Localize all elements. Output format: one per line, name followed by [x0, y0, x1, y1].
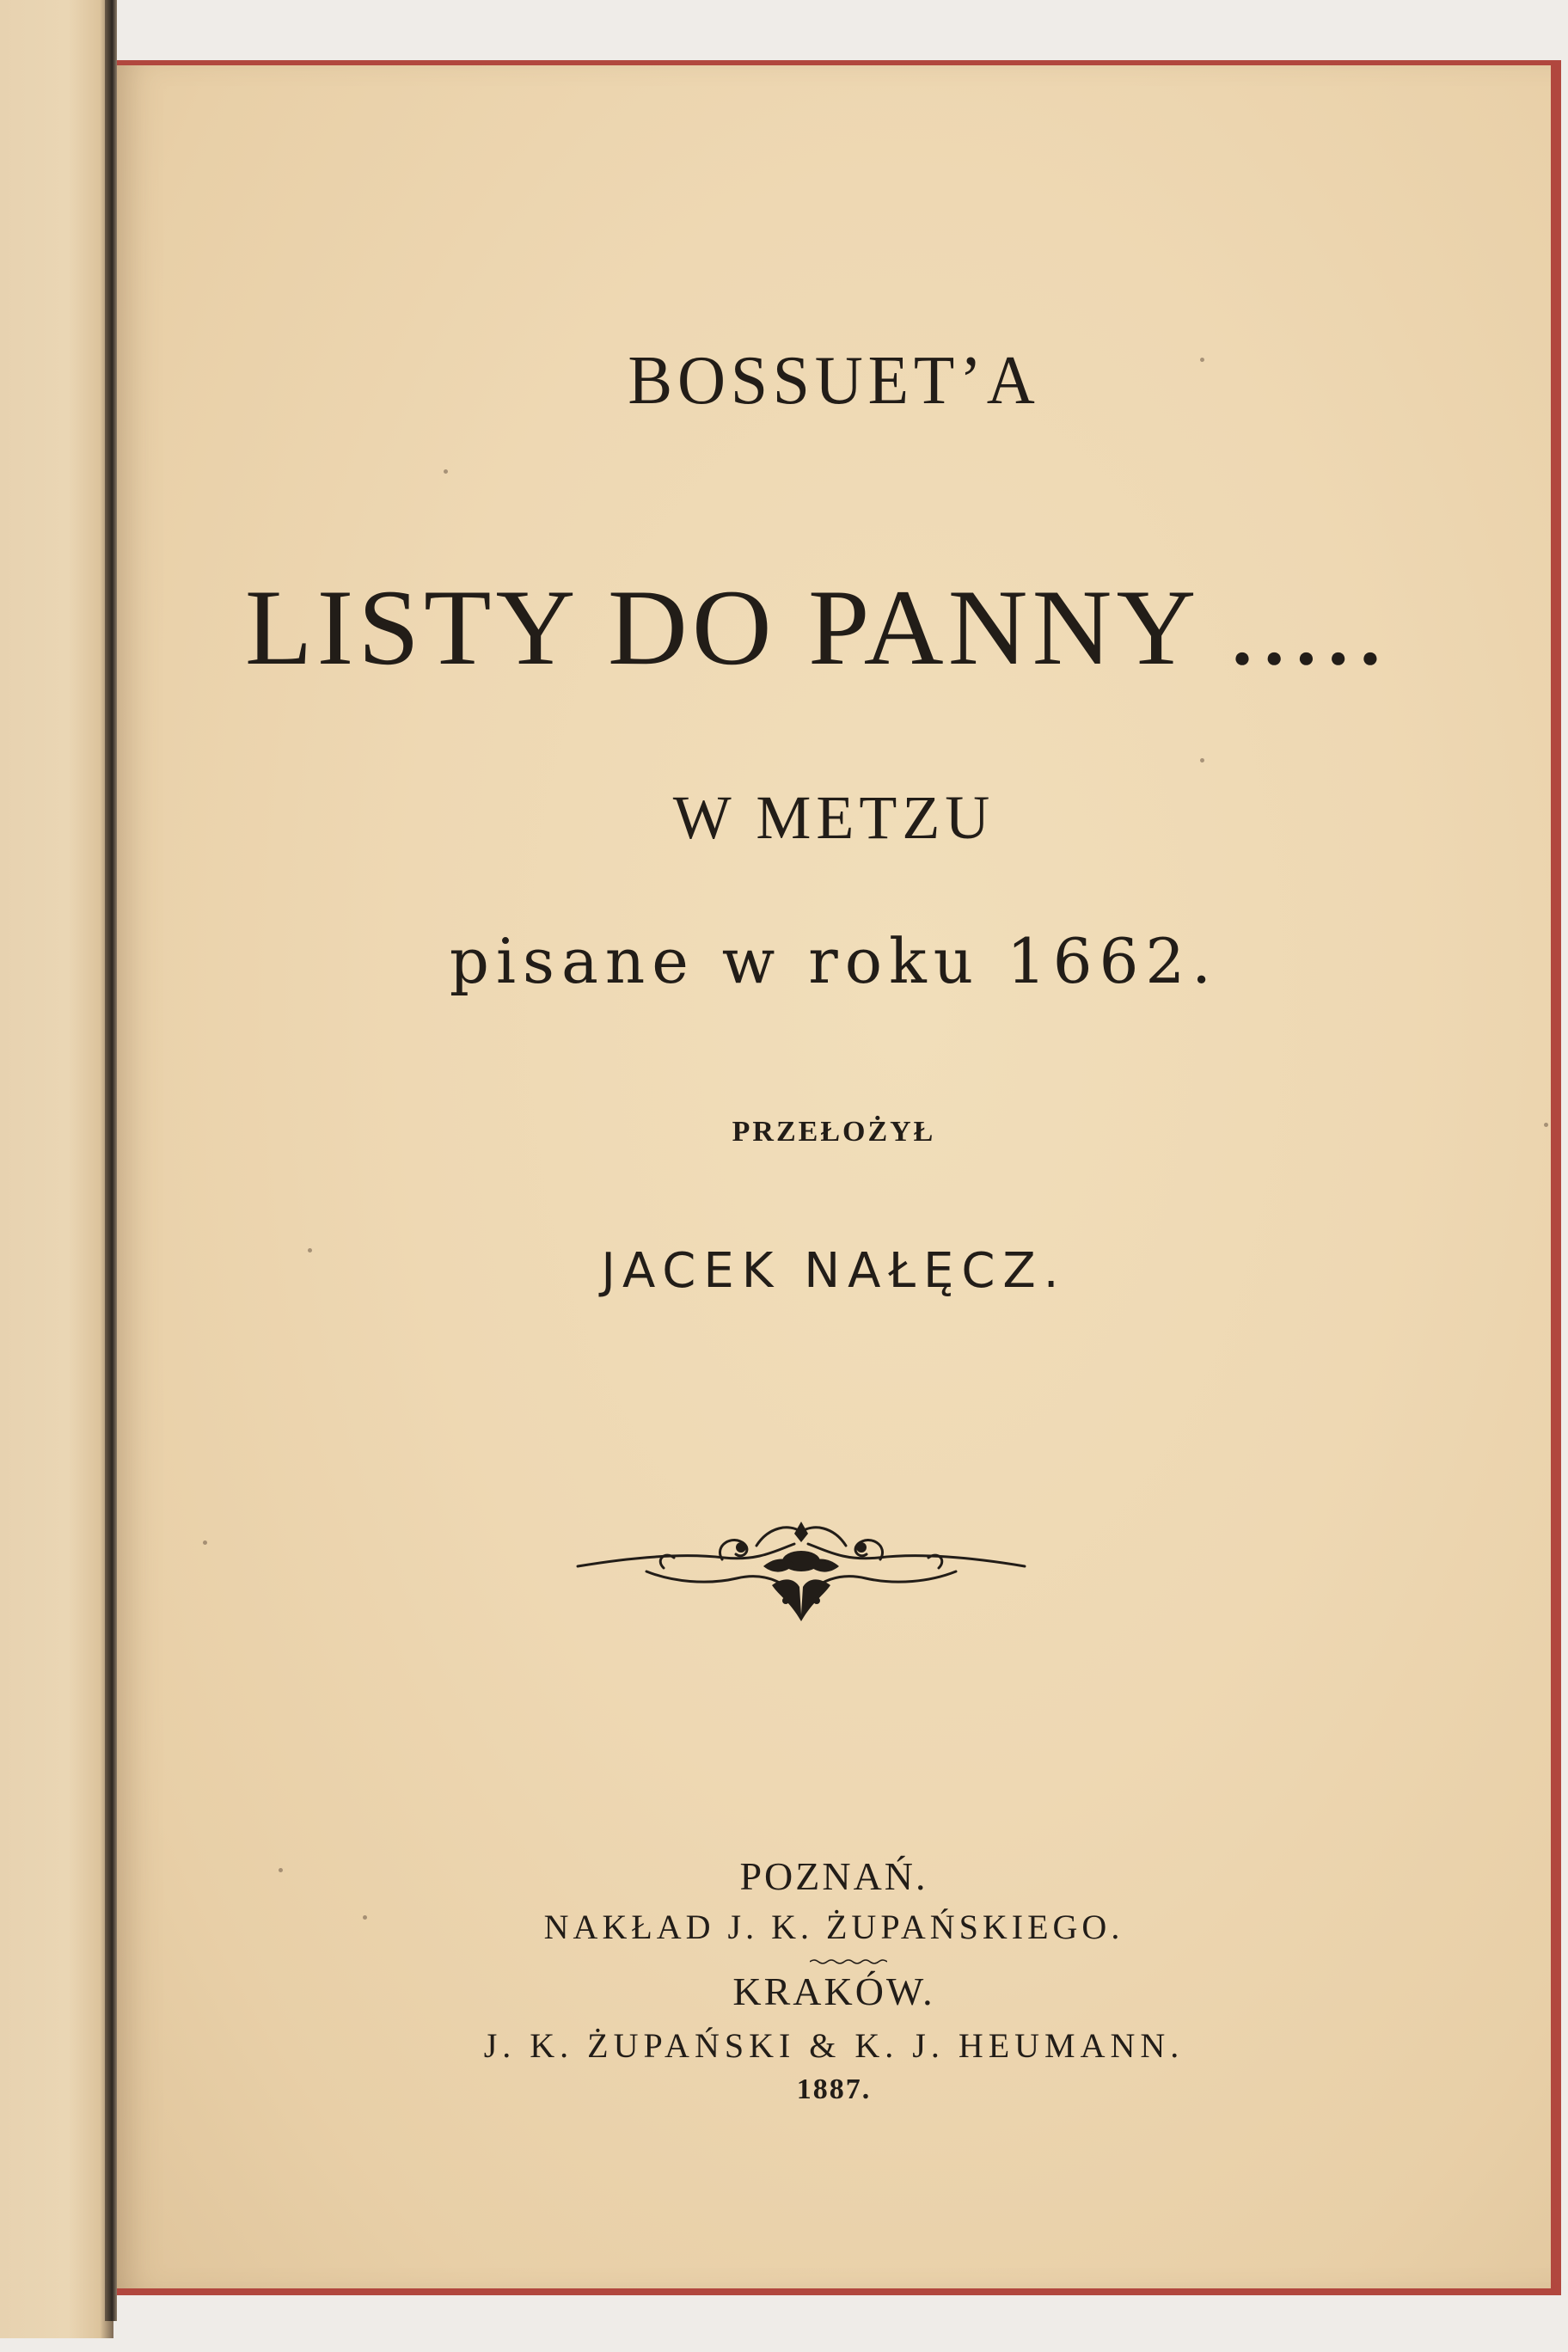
- translated-by-label: PRZEŁOŻYŁ: [732, 1116, 936, 1148]
- imprint-publisher-2: J. K. ŻUPAŃSKI & K. J. HEUMANN.: [483, 2026, 1185, 2065]
- author-heading: BOSSUET’A: [628, 343, 1040, 419]
- translator-name: JACEK NAŁĘCZ.: [601, 1243, 1067, 1299]
- floral-scroll-ornament-icon: [569, 1518, 1033, 1630]
- imprint-city-krakow: KRAKÓW.: [732, 1969, 935, 2013]
- wavy-rule-icon: [810, 1958, 887, 1965]
- book-title: LISTY DO PANNY .....: [244, 568, 1389, 688]
- imprint-year: 1887.: [796, 2073, 872, 2105]
- foxing-spot: [203, 1540, 207, 1545]
- left-endpaper: [0, 0, 113, 2338]
- subtitle-line: pisane w roku 1662.: [449, 925, 1219, 997]
- book-spine-edge: [105, 0, 117, 2321]
- imprint-city-poznan: POZNAŃ.: [739, 1854, 928, 1898]
- foxing-spot: [444, 469, 448, 474]
- foxing-spot: [1200, 758, 1204, 763]
- place-line: W METZU: [672, 783, 995, 852]
- imprint-publisher-1: NAKŁAD J. K. ŻUPAŃSKIEGO.: [543, 1908, 1124, 1946]
- title-page: [117, 65, 1551, 2288]
